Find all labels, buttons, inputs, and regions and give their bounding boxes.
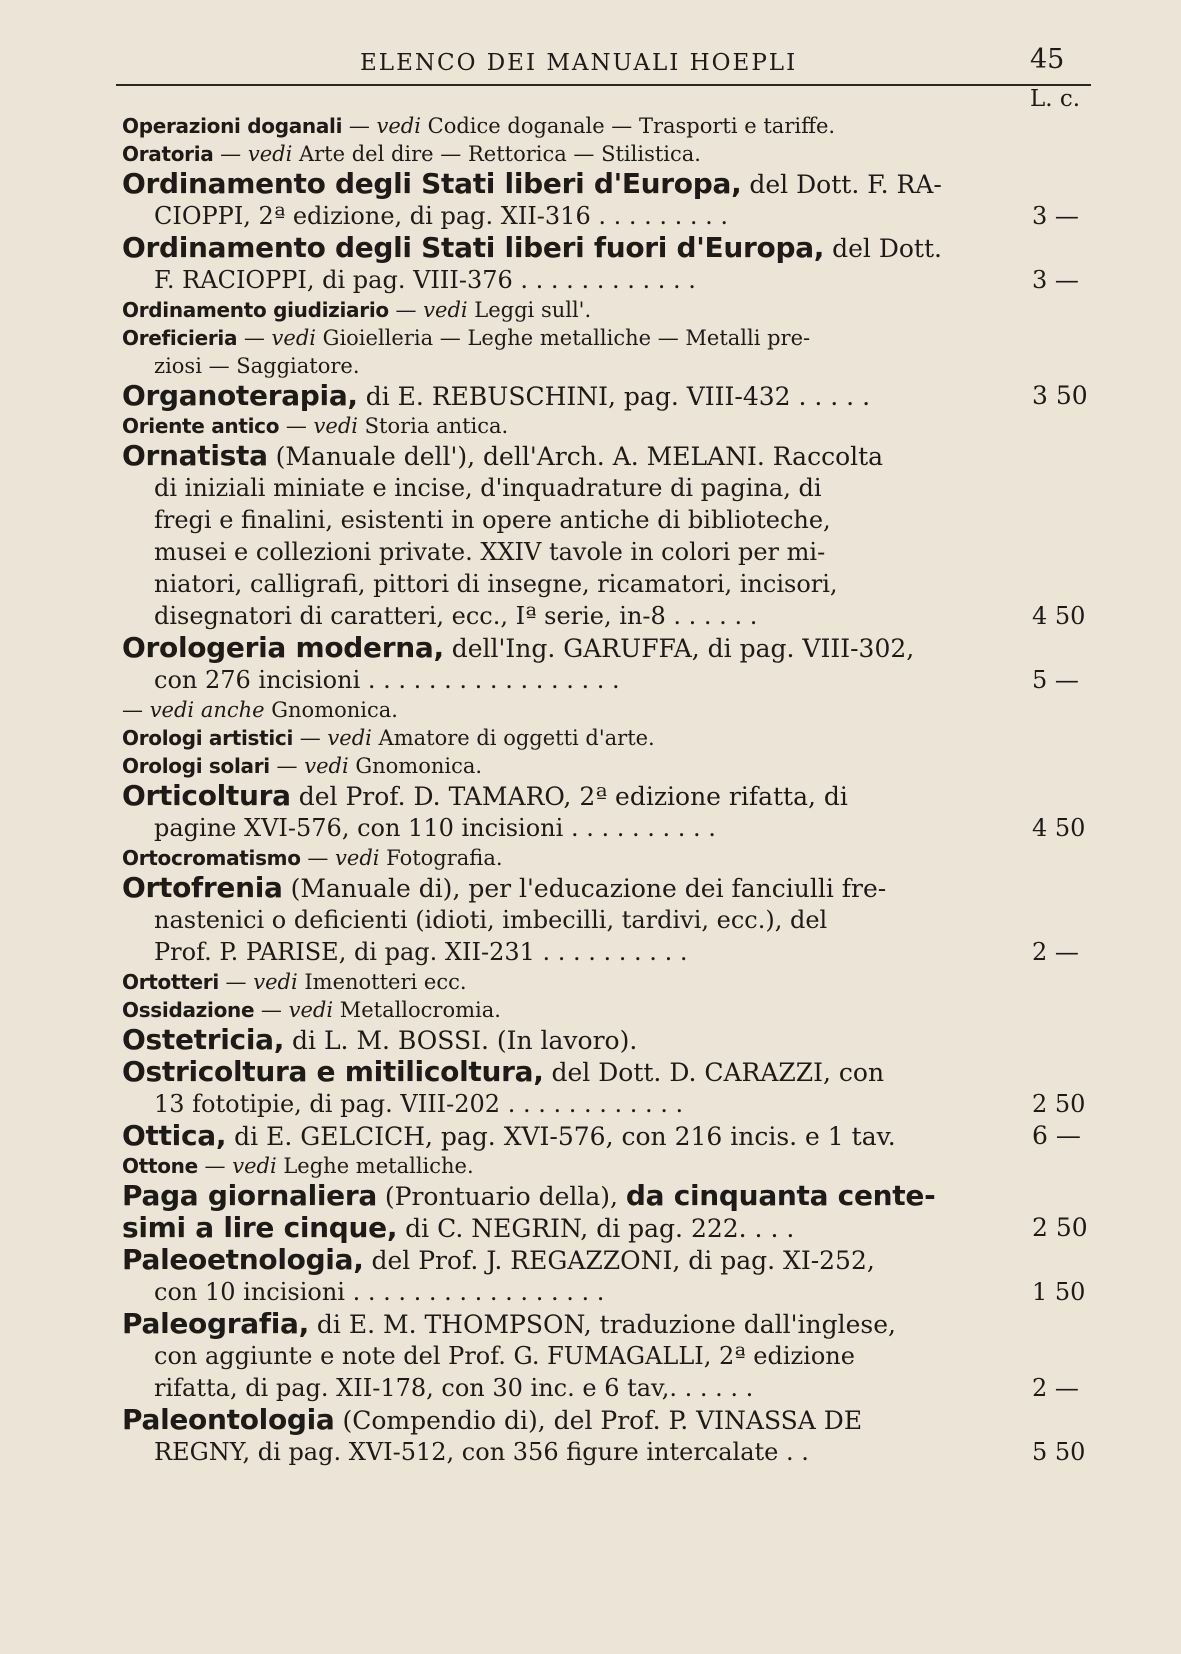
entry-line — [122, 664, 1102, 696]
entry-description: — — [279, 414, 314, 438]
entry-description: Codice doganale — Trasporti e tariffe. — [420, 114, 836, 138]
cross-reference-marker: vedi — [232, 1154, 277, 1178]
entry-line — [122, 812, 1102, 844]
entry-line — [122, 1120, 1102, 1152]
entry-headword: Operazioni doganali — [122, 114, 343, 138]
entry-line — [122, 872, 1102, 904]
entry-line — [122, 844, 1102, 872]
entry-description: pagine XVI-576, con 110 incisioni . . . . . . . . . . — [154, 814, 716, 842]
cross-reference-marker: vedi — [376, 114, 421, 138]
entry-description: rifatta, di pag. XII-178, con 30 inc. e 6 tav,. . . . . . — [154, 1374, 754, 1402]
entry-description: — — [218, 970, 254, 994]
cross-reference-marker: vedi anche — [149, 698, 265, 722]
entry-headword: Ossidazione — [122, 998, 255, 1022]
entry-text — [122, 1211, 795, 1244]
entry-line — [122, 536, 1102, 568]
entry-description: del Dott. — [824, 234, 942, 263]
entry-description: di E. GELCICH, pag. XVI-576, con 216 incis. e 1 tav. — [226, 1122, 896, 1151]
entry-price: 5 50 — [1032, 1438, 1086, 1466]
cross-reference-marker: vedi — [327, 726, 372, 750]
entry-line — [122, 696, 1102, 724]
entry-text — [154, 570, 838, 598]
entry-description: del Prof. D. TAMARO, 2ª edizione rifatta, di — [290, 782, 848, 811]
entry-headword: Oratoria — [122, 142, 214, 166]
entry-line — [122, 936, 1102, 968]
entry-description: di L. M. BOSSI. (In lavoro). — [284, 1026, 638, 1055]
entry-text — [122, 754, 482, 778]
entry-price: 2 — — [1032, 1374, 1079, 1402]
entry-line — [122, 200, 1102, 232]
entry-text — [122, 414, 508, 438]
entry-description: — — [269, 754, 305, 778]
entry-headword: Oriente antico — [122, 414, 280, 438]
entry-text — [154, 906, 827, 934]
entry-description: di C. NEGRIN, di pag. 222. . . . — [397, 1214, 795, 1243]
entry-headword: Orologi solari — [122, 754, 270, 778]
entry-line — [122, 296, 1102, 324]
entry-text — [122, 1243, 875, 1276]
entry-text — [122, 1055, 885, 1088]
entry-line — [122, 632, 1102, 664]
entry-text — [154, 1438, 809, 1466]
header-title: ELENCO DEI MANUALI HOEPLI — [360, 50, 798, 76]
entry-headword: Paleoetnologia, — [122, 1243, 364, 1276]
entry-text — [154, 354, 360, 378]
entry-text — [122, 779, 848, 812]
entry-text — [122, 1179, 936, 1212]
cross-reference-marker: vedi — [423, 298, 468, 322]
entry-headword: Ottone — [122, 1154, 198, 1178]
entry-line — [122, 1024, 1102, 1056]
entry-description: — — [237, 326, 272, 350]
entry-text — [154, 1278, 604, 1306]
entry-line — [122, 264, 1102, 296]
entry-line — [122, 380, 1102, 412]
entry-headword: Ottica, — [122, 1119, 227, 1152]
entry-text — [122, 726, 655, 750]
entry-description: con aggiunte e note del Prof. G. FUMAGALLI, 2ª edizione — [154, 1342, 855, 1370]
entry-description: di E. M. THOMPSON, traduzione dall'inglese, — [308, 1310, 896, 1339]
entry-text — [122, 998, 501, 1022]
entry-line — [122, 112, 1102, 140]
entry-description: — — [213, 142, 248, 166]
entry-text — [122, 114, 835, 138]
entry-text — [154, 666, 620, 694]
entry-line — [122, 352, 1102, 380]
entry-headword: Organoterapia, — [122, 379, 358, 412]
header-rule — [116, 84, 1091, 86]
entry-description: — — [197, 1154, 233, 1178]
entry-text — [122, 1023, 638, 1056]
entry-text — [154, 938, 687, 966]
entry-line — [122, 168, 1102, 200]
entry-text — [154, 474, 822, 502]
cross-reference-marker: vedi — [253, 970, 298, 994]
entry-headword: da cinquanta cente- — [625, 1179, 936, 1212]
entry-text — [122, 142, 701, 166]
entry-description: ziosi — Saggiatore. — [154, 354, 360, 378]
entry-line — [122, 1088, 1102, 1120]
entry-headword: Ornatista — [122, 439, 268, 472]
entry-line — [122, 1436, 1102, 1468]
entry-line — [122, 996, 1102, 1024]
cross-reference-marker: vedi — [335, 846, 380, 870]
entry-line — [122, 600, 1102, 632]
entry-description: Fotografia. — [379, 846, 503, 870]
cross-reference-marker: vedi — [288, 998, 334, 1022]
entry-text — [122, 871, 887, 904]
entry-description: niatori, calligrafi, pittori di insegne, ricamatori, incisori, — [154, 570, 838, 598]
entry-description: (Manuale dell'), dell'Arch. A. MELANI. Raccolta — [267, 442, 884, 471]
entry-line — [122, 780, 1102, 812]
entry-description: Storia antica. — [357, 414, 509, 438]
entry-text — [154, 1090, 683, 1118]
entry-description: REGNY, di pag. XVI-512, con 356 figure intercalate . . — [154, 1438, 809, 1466]
entry-line — [122, 1180, 1102, 1212]
entry-description: — — [293, 726, 328, 750]
entry-description: Arte del dire — Rettorica — Stilistica. — [292, 142, 701, 166]
entry-text — [122, 1307, 896, 1340]
entry-description: (Compendio di), del Prof. P. VINASSA DE — [334, 1406, 863, 1435]
entry-line — [122, 1212, 1102, 1244]
entry-description: Leghe metalliche. — [276, 1154, 474, 1178]
entry-description: (Manuale di), per l'educazione dei fanciulli fre- — [282, 874, 887, 903]
entry-description: — — [300, 846, 336, 870]
entry-description: Metallocromia. — [333, 998, 501, 1022]
catalog-entries — [122, 112, 1102, 1468]
entry-description: dell'Ing. GARUFFA, di pag. VIII-302, — [443, 634, 915, 663]
entry-text — [122, 1119, 896, 1152]
entry-headword: Orologi artistici — [122, 726, 294, 750]
entry-headword: Ordinamento degli Stati liberi d'Europa, — [122, 167, 742, 200]
entry-headword: simi a lire cinque, — [122, 1211, 398, 1244]
entry-description: Imenotteri ecc. — [297, 970, 467, 994]
entry-price: 3 50 — [1032, 381, 1088, 410]
entry-text — [154, 202, 728, 230]
entry-headword: Paleontologia — [122, 1403, 335, 1436]
entry-text — [122, 167, 942, 200]
entry-headword: Ordinamento degli Stati liberi fuori d'Europa, — [122, 231, 825, 264]
entry-line — [122, 1276, 1102, 1308]
entry-text — [122, 231, 942, 264]
entry-description: di iniziali miniate e incise, d'inquadrature di pagina, di — [154, 474, 822, 502]
entry-description: con 276 incisioni . . . . . . . . . . . . . . . . . — [154, 666, 620, 694]
entry-text — [122, 298, 591, 322]
entry-text — [122, 970, 467, 994]
entry-line — [122, 904, 1102, 936]
entry-line — [122, 1056, 1102, 1088]
entry-text — [122, 326, 810, 350]
entry-headword: Ostetricia, — [122, 1023, 285, 1056]
entry-headword: Ortofrenia — [122, 871, 283, 904]
entry-headword: Ortotteri — [122, 970, 219, 994]
entry-description: — — [122, 698, 150, 722]
entry-price: 2 50 — [1032, 1213, 1088, 1242]
entry-line — [122, 752, 1102, 780]
entry-description: con 10 incisioni . . . . . . . . . . . . . . . . . — [154, 1278, 605, 1306]
entry-price: 3 — — [1032, 266, 1079, 294]
entry-text — [122, 439, 884, 472]
entry-price: 2 — — [1032, 938, 1079, 966]
entry-headword: Paleografia, — [122, 1307, 309, 1340]
entry-headword: Ostricoltura e mitilicoltura, — [122, 1055, 544, 1088]
entry-line — [122, 440, 1102, 472]
entry-text — [122, 1154, 474, 1178]
entry-headword: Oreficieria — [122, 326, 238, 350]
entry-line — [122, 324, 1102, 352]
entry-line — [122, 1244, 1102, 1276]
entry-description: di E. REBUSCHINI, pag. VIII-432 . . . . . — [357, 382, 871, 411]
entry-description: Gioielleria — Leghe metalliche — Metalli pre- — [316, 326, 811, 350]
entry-line — [122, 472, 1102, 504]
entry-headword: Orticoltura — [122, 779, 291, 812]
entry-headword: Orologeria moderna, — [122, 631, 444, 664]
entry-line — [122, 1340, 1102, 1372]
entry-line — [122, 232, 1102, 264]
entry-description: Gnomonica. — [348, 754, 483, 778]
entry-headword: Ordinamento giudiziario — [122, 298, 389, 322]
entry-description: nastenici o deficienti (idioti, imbecilli, tardivi, ecc.), del — [154, 906, 828, 934]
entry-price: 6 — — [1032, 1121, 1081, 1150]
entry-description: — — [254, 998, 289, 1022]
entry-text — [154, 1342, 855, 1370]
entry-description: CIOPPI, 2ª edizione, di pag. XII-316 . . . . . . . . . — [154, 202, 729, 230]
entry-text — [122, 631, 915, 664]
entry-line — [122, 1308, 1102, 1340]
entry-description: del Prof. J. REGAZZONI, di pag. XI-252, — [363, 1246, 875, 1275]
entry-text — [122, 1403, 863, 1436]
entry-price: 2 50 — [1032, 1090, 1086, 1118]
entry-headword: Ortocromatismo — [122, 846, 301, 870]
entry-line — [122, 504, 1102, 536]
entry-text — [154, 814, 716, 842]
cross-reference-marker: vedi — [313, 414, 358, 438]
entry-text — [154, 1374, 753, 1402]
entry-price: 5 — — [1032, 666, 1079, 694]
page-number: 45 — [1030, 44, 1065, 75]
entry-price: 3 — — [1032, 202, 1079, 230]
entry-headword: Paga giornaliera — [122, 1179, 377, 1212]
entry-text — [154, 602, 757, 630]
running-header — [0, 44, 1181, 76]
entry-description: Gnomonica. — [264, 698, 398, 722]
entry-description: Leggi sull'. — [467, 298, 592, 322]
entry-description: 13 fototipie, di pag. VIII-202 . . . . . . . . . . . . — [154, 1090, 684, 1118]
entry-line — [122, 140, 1102, 168]
entry-line — [122, 1152, 1102, 1180]
entry-description: Prof. P. PARISE, di pag. XII-231 . . . . . . . . . . — [154, 938, 688, 966]
entry-description: disegnatori di caratteri, ecc., Iª serie, in-8 . . . . . . — [154, 602, 758, 630]
entry-text — [154, 506, 831, 534]
entry-price: 1 50 — [1032, 1278, 1086, 1306]
entry-text — [154, 538, 825, 566]
entry-line — [122, 412, 1102, 440]
entry-description: del Dott. D. CARAZZI, con — [543, 1058, 885, 1087]
entry-description: Amatore di oggetti d'arte. — [371, 726, 655, 750]
entry-description: del Dott. F. RA- — [741, 170, 942, 199]
entry-price: 4 50 — [1032, 814, 1086, 842]
entry-line — [122, 724, 1102, 752]
entry-description: — — [342, 114, 377, 138]
entry-line — [122, 968, 1102, 996]
entry-line — [122, 1372, 1102, 1404]
cross-reference-marker: vedi — [271, 326, 316, 350]
entry-price: 4 50 — [1032, 602, 1086, 630]
currency-column-label: L. c. — [1030, 86, 1081, 112]
entry-line — [122, 568, 1102, 600]
entry-line — [122, 1404, 1102, 1436]
entry-description: musei e collezioni private. XXIV tavole in colori per mi- — [154, 538, 826, 566]
cross-reference-marker: vedi — [304, 754, 349, 778]
cross-reference-marker: vedi — [247, 142, 293, 166]
entry-text — [122, 846, 503, 870]
entry-text — [122, 698, 398, 722]
entry-text — [154, 266, 696, 294]
entry-text — [122, 379, 871, 412]
entry-description: F. RACIOPPI, di pag. VIII-376 . . . . . . . . . . . . — [154, 266, 696, 294]
entry-description: (Prontuario della), — [376, 1182, 626, 1211]
entry-description: — — [388, 298, 424, 322]
entry-description: fregi e finalini, esistenti in opere antiche di biblioteche, — [154, 506, 831, 534]
